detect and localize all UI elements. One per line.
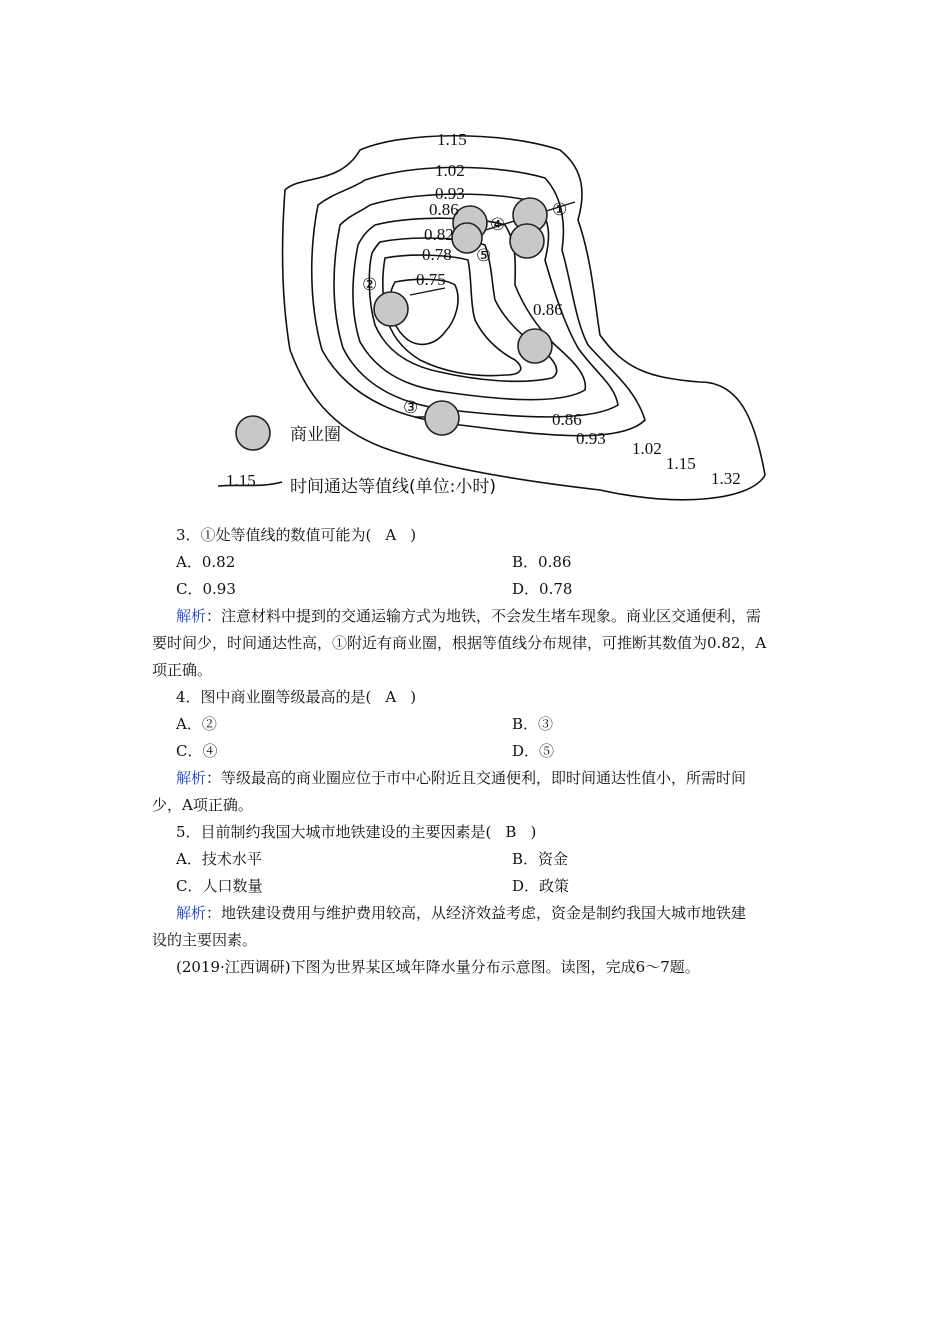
q3-analysis-line1: ：注意材料中提到的交通运输方式为地铁，不会发生堵车现象。商业区交通便利，需 [206, 607, 762, 625]
marker-3: ③ [403, 398, 419, 418]
marker-1: ① [552, 200, 568, 220]
q4-option-d: D．⑤ [512, 742, 555, 760]
q3-answer: A [385, 526, 397, 544]
question-text [152, 522, 816, 981]
q3-option-a: A．0.82 [176, 553, 236, 571]
marker-5: ⑤ [476, 246, 492, 266]
q3-options-row2 [176, 576, 816, 603]
q3-analysis-cont [152, 630, 816, 657]
contour-label: 0.86 [429, 200, 459, 219]
q3-analysis-line3: 项正确。 [152, 661, 213, 679]
contour-label: 0.78 [422, 245, 452, 264]
q3-analysis-line2: 要时间少，时间通达性高，①附近有商业圈，根据等值线分布规律，可推断其数值为0.82，A [152, 634, 767, 652]
next-intro [176, 954, 816, 981]
analysis-label: 解析 [176, 607, 207, 625]
q4-answer: A [385, 688, 397, 706]
contour-label: 1.15 [666, 454, 696, 473]
q5-option-a: A．技术水平 [176, 850, 262, 868]
isochrone-map [200, 120, 790, 515]
q3-option-c: C．0.93 [176, 580, 236, 598]
legend-circle-icon [236, 416, 270, 450]
contour-label: 1.15 [437, 130, 467, 149]
contour-label: 0.93 [435, 184, 465, 203]
analysis-label: 解析 [176, 769, 207, 787]
q4-option-c: C．④ [176, 742, 218, 760]
marker-2: ② [362, 275, 378, 295]
q4-analysis-line1: ：等级最高的商业圈应位于市中心附近且交通便利，即时间通达性值小，所需时间 [206, 769, 747, 787]
q5-analysis-line1: ：地铁建设费用与维护费用较高，从经济效益考虑，资金是制约我国大城市地铁建 [206, 904, 747, 922]
contour-label: 0.93 [576, 429, 606, 448]
q5-analysis [176, 900, 816, 927]
q4-option-a: A．② [176, 715, 217, 733]
q5-answer: B [505, 823, 517, 841]
q4-stem-text: 4．图中商业圈等级最高的是( [176, 688, 372, 706]
q4-stem [176, 684, 816, 711]
commercial-circle [425, 401, 459, 435]
q4-analysis [176, 765, 816, 792]
q5-option-c: C．人口数量 [176, 877, 263, 895]
q4-options-row2 [176, 738, 816, 765]
q3-analysis-end [152, 657, 816, 684]
q3-analysis [176, 603, 816, 630]
q5-analysis-line2: 设的主要因素。 [152, 931, 258, 949]
q5-stem-text: 5．目前制约我国大城市地铁建设的主要因素是( [176, 823, 492, 841]
contour-label: 1.02 [632, 439, 662, 458]
contour-label: 0.75 [416, 270, 446, 289]
contour-label: 1.02 [435, 161, 465, 180]
q5-close: ) [530, 823, 537, 841]
q5-option-d: D．政策 [512, 877, 570, 895]
q5-option-b: B．资金 [512, 850, 569, 868]
contour-label: 0.86 [552, 410, 582, 429]
q4-option-b: B．③ [512, 715, 554, 733]
q3-stem-text: 3．①处等值线的数值可能为( [176, 526, 372, 544]
marker-4: ④ [490, 215, 506, 235]
q3-options-row1 [176, 549, 816, 576]
analysis-label: 解析 [176, 904, 207, 922]
legend-line-label: 时间通达等值线(单位:小时) [290, 477, 496, 497]
q5-analysis-cont [152, 927, 816, 954]
contour-label: 0.82 [424, 225, 454, 244]
q5-options-row2 [176, 873, 816, 900]
commercial-circle [510, 224, 544, 258]
q5-stem [176, 819, 816, 846]
q3-option-d: D．0.78 [512, 580, 573, 598]
legend-circle-label: 商业圈 [290, 425, 341, 445]
q5-options-row1 [176, 846, 816, 873]
commercial-circle [518, 329, 552, 363]
next-intro-text: (2019·江西调研)下图为世界某区域年降水量分布示意图。读图，完成6～7题。 [176, 958, 700, 976]
q3-stem [176, 522, 816, 549]
q4-options-row1 [176, 711, 816, 738]
q4-analysis-cont [152, 792, 816, 819]
commercial-circle [374, 292, 408, 326]
q3-option-b: B．0.86 [512, 553, 572, 571]
contour-label: 1.32 [711, 469, 741, 488]
q3-close: ) [410, 526, 417, 544]
contour-label: 0.86 [533, 300, 563, 319]
q4-close: ) [410, 688, 417, 706]
legend-line-sample: 1.15 [226, 471, 256, 490]
q4-analysis-line2: 少，A项正确。 [152, 796, 253, 814]
